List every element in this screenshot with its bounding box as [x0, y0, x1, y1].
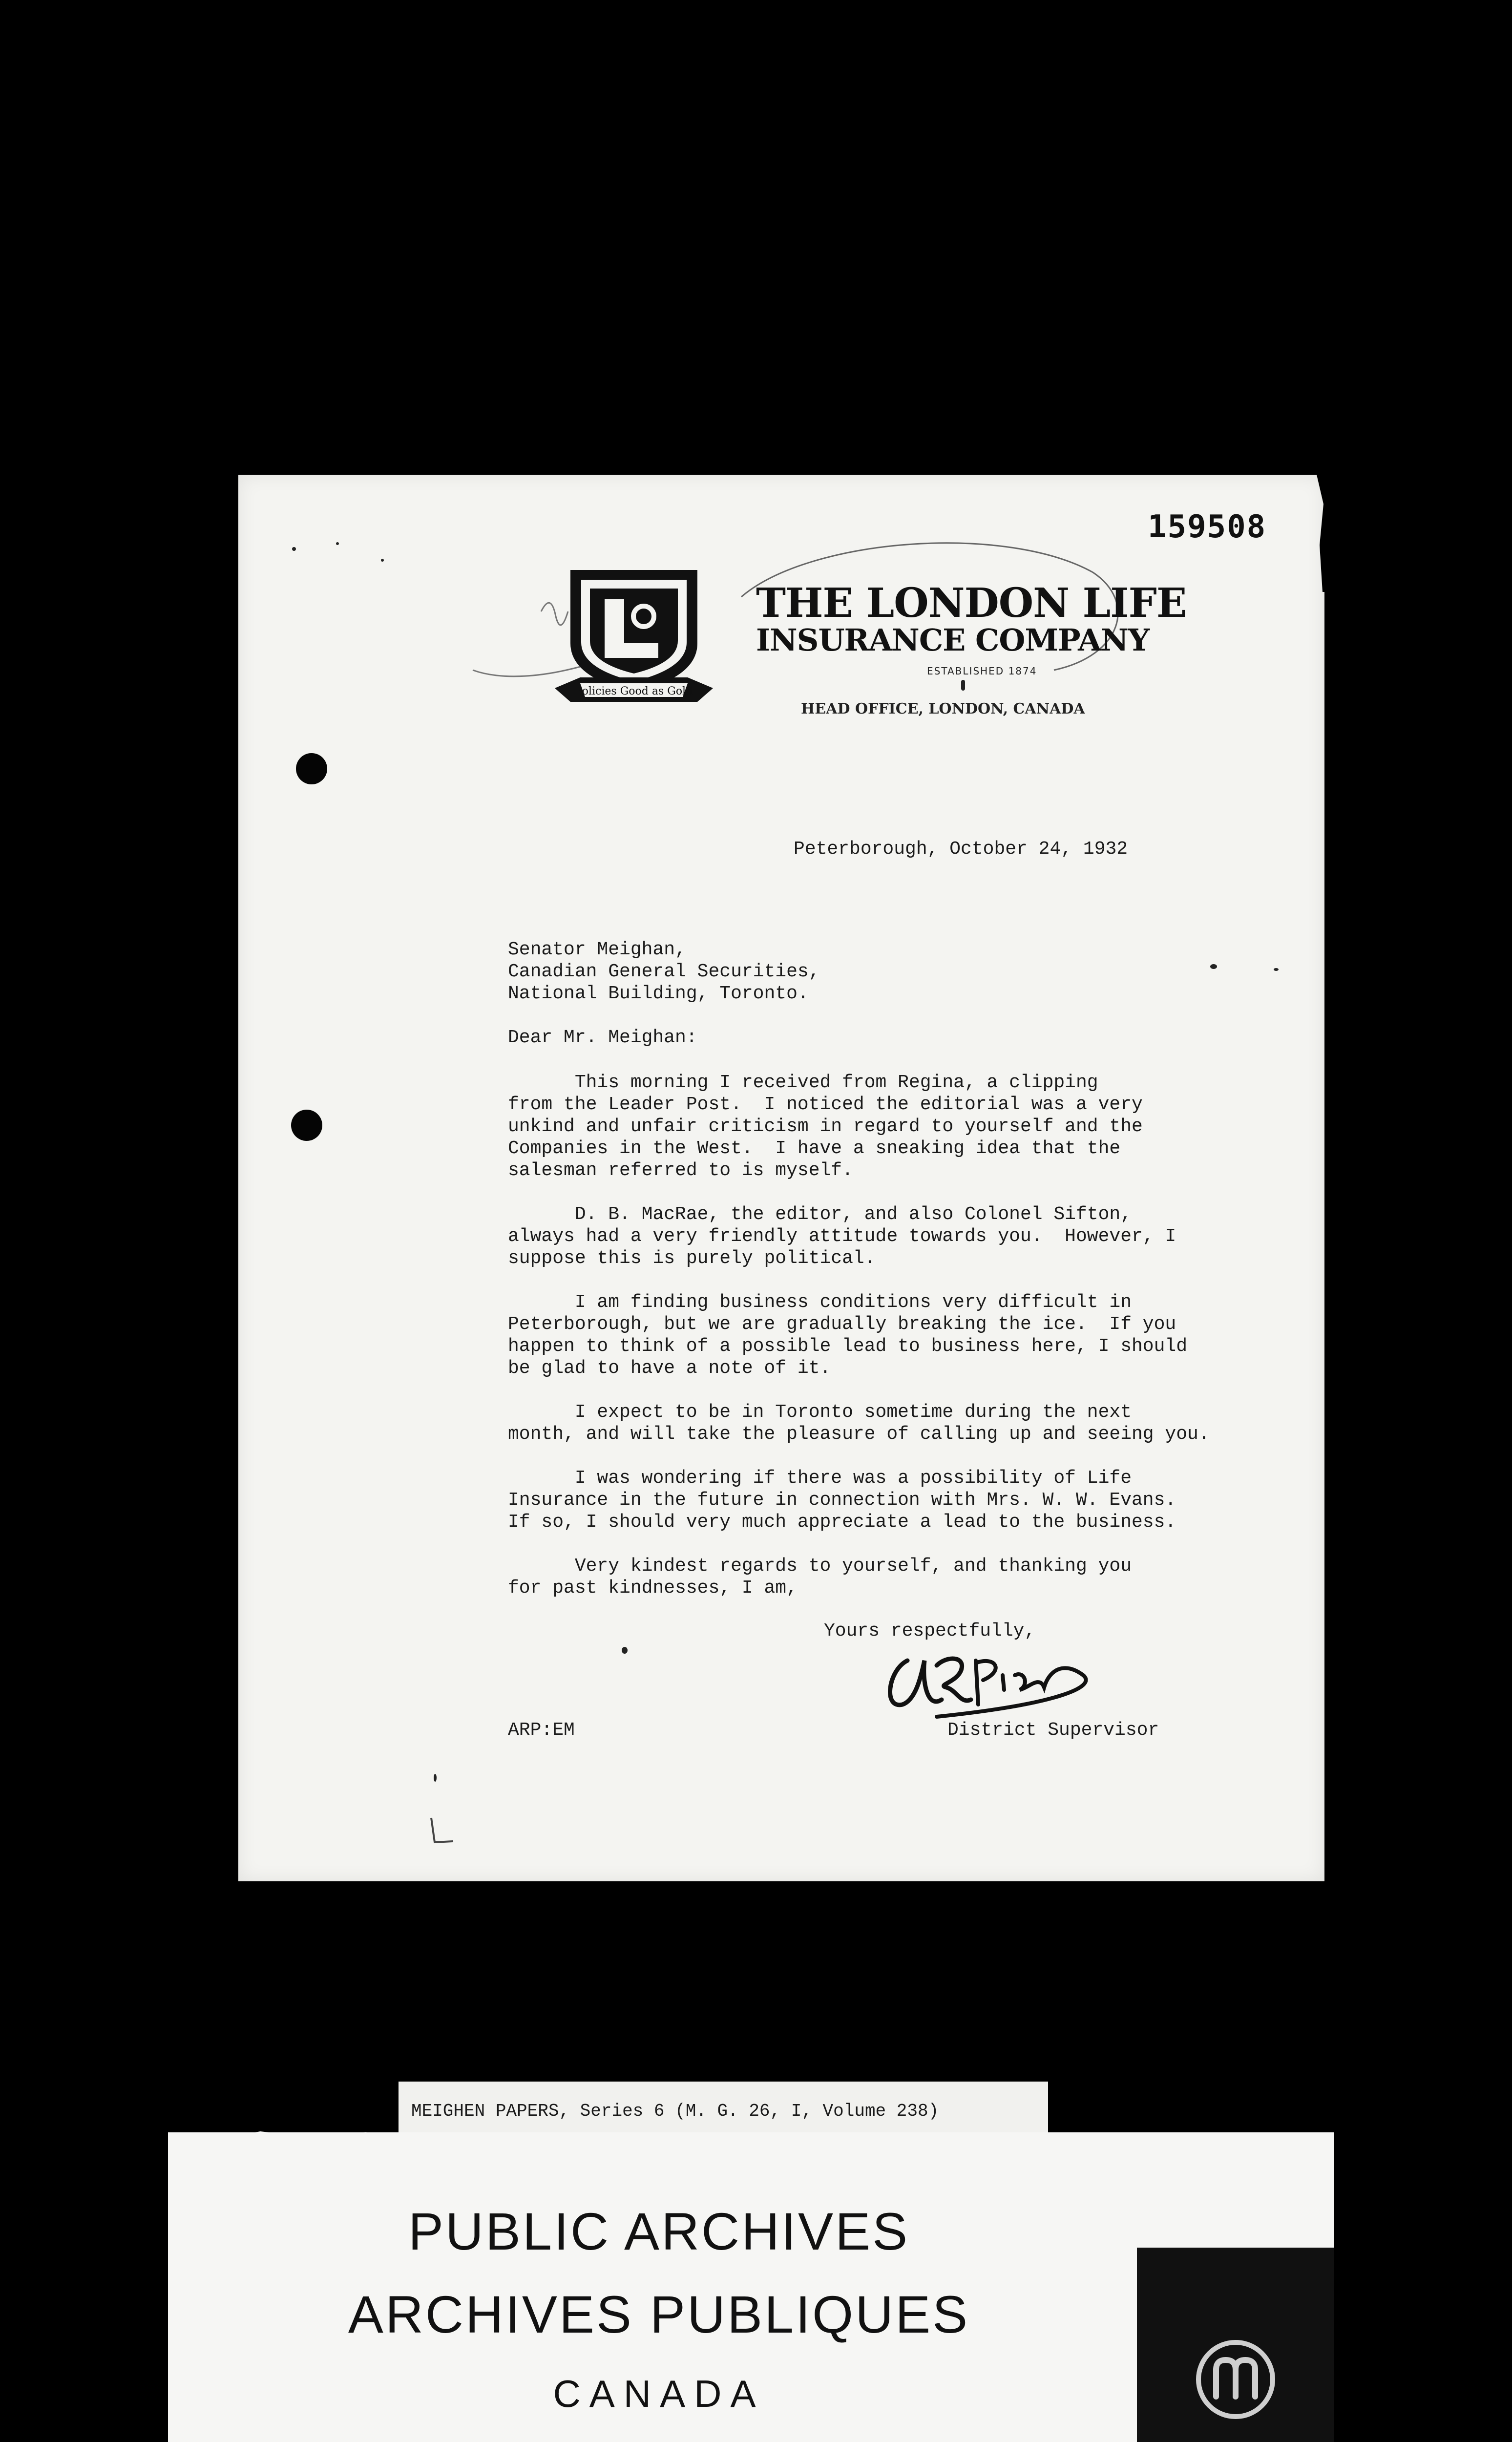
paragraph-line: from the Leader Post. I noticed the editorial was a very [508, 1094, 1143, 1115]
punch-hole [296, 753, 327, 784]
recipient-line: Senator Meighan, [508, 939, 686, 960]
paragraph-line: Companies in the West. I have a sneaking idea that the [508, 1138, 1121, 1159]
paragraph-line: I was wondering if there was a possibility of Life [508, 1468, 1132, 1489]
signer-title: District Supervisor [947, 1720, 1159, 1741]
paragraph-line: If so, I should very much appreciate a lead to the business. [508, 1512, 1176, 1533]
company-name-line1: THE LONDON LIFE [756, 580, 1187, 627]
crest-ribbon: Policies Good as Gold [575, 685, 693, 697]
paragraph-line: D. B. MacRae, the editor, and also Colonel Sifton, [508, 1204, 1132, 1225]
paragraph-line: suppose this is purely political. [508, 1248, 876, 1269]
salutation: Dear Mr. Meighan: [508, 1027, 697, 1048]
ornament-icon [961, 680, 965, 691]
london-life-crest-icon [551, 560, 717, 712]
torn-edge [1309, 475, 1328, 592]
established-year: ESTABLISHED 1874 [927, 665, 1037, 677]
paragraph-line: happen to think of a possible lead to business here, I should [508, 1336, 1188, 1357]
document-number: 159508 [1148, 509, 1267, 545]
pencil-mark [424, 1813, 463, 1852]
recipient-line: Canadian General Securities, [508, 961, 820, 982]
paragraph-line: I am finding business conditions very difficult in [508, 1292, 1132, 1313]
paragraph-line: month, and will take the pleasure of calling up and seeing you. [508, 1424, 1210, 1445]
paragraph-line: for past kindnesses, I am, [508, 1578, 798, 1599]
paragraph-line: Very kindest regards to yourself, and thanking you [508, 1556, 1132, 1577]
head-office-address: HEAD OFFICE, LONDON, CANADA [801, 700, 1085, 717]
handwritten-signature [878, 1641, 1113, 1724]
letter-sheet [238, 475, 1324, 1881]
paragraph-line: unkind and unfair criticism in regard to yourself and the [508, 1116, 1143, 1137]
collection-label [399, 2082, 1048, 2134]
paragraph-line: Insurance in the future in connection with Mrs. W. W. Evans. [508, 1490, 1176, 1511]
paragraph-line: always had a very friendly attitude towards you. However, I [508, 1226, 1176, 1247]
torn-edge [168, 2128, 432, 2143]
company-name-line2: INSURANCE COMPANY [756, 622, 1150, 658]
archive-card [168, 2132, 1334, 2442]
paragraph-line: salesman referred to is myself. [508, 1160, 853, 1181]
paragraph-line: Peterborough, but we are gradually breaking the ice. If you [508, 1314, 1176, 1335]
recipient-line: National Building, Toronto. [508, 983, 809, 1004]
collection-reference: MEIGHEN PAPERS, Series 6 (M. G. 26, I, Volume 238) [411, 2101, 939, 2121]
archive-title-french: ARCHIVES PUBLIQUES [348, 2285, 970, 2344]
paragraph-line: be glad to have a note of it. [508, 1358, 831, 1379]
closing: Yours respectfully, [824, 1621, 1036, 1642]
emblem-box [1137, 2248, 1334, 2442]
archive-country: CANADA [553, 2372, 765, 2415]
paragraph-line: This morning I received from Regina, a clipping [508, 1072, 1098, 1093]
archive-title-english: PUBLIC ARCHIVES [408, 2202, 910, 2261]
letter-date: Peterborough, October 24, 1932 [794, 839, 1128, 860]
paragraph-line: I expect to be in Toronto sometime during the next [508, 1402, 1132, 1423]
archives-emblem-icon [1192, 2336, 1280, 2423]
company-name [756, 580, 1187, 658]
typist-initials: ARP:EM [508, 1720, 575, 1741]
punch-hole [291, 1110, 322, 1141]
